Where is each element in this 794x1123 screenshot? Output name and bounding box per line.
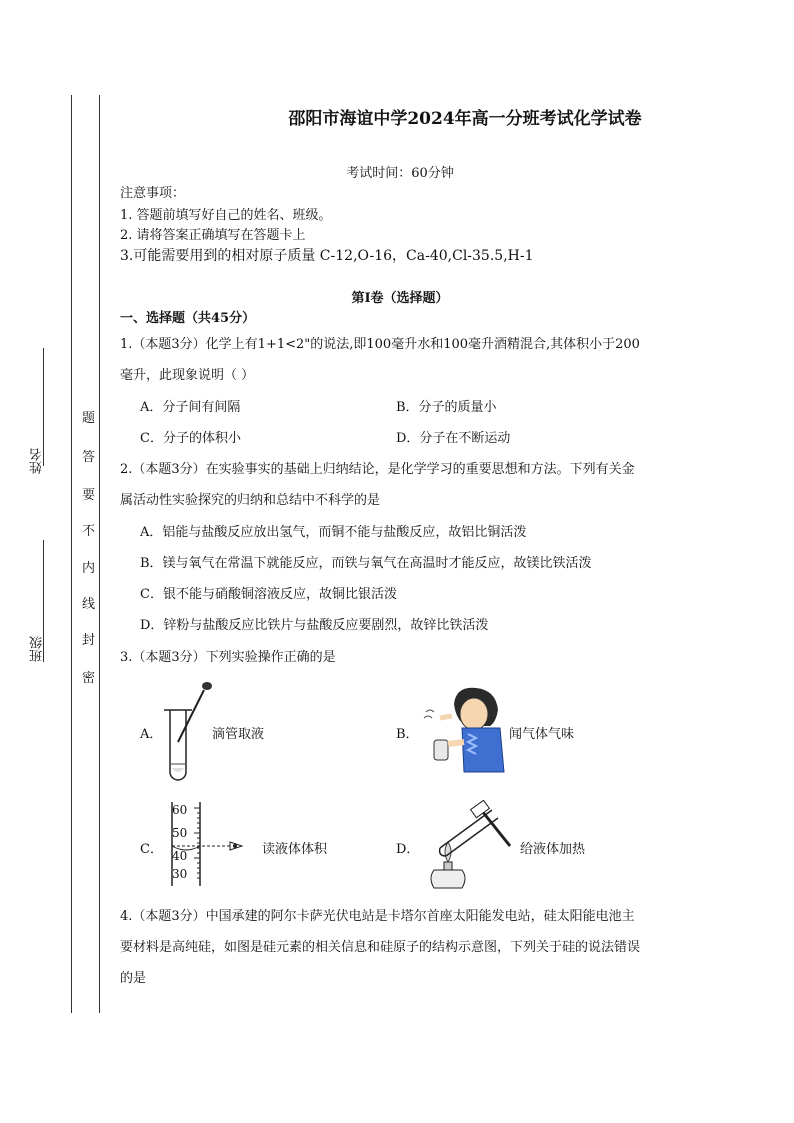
q4-stem-line2: 要材料是高纯硅，如图是硅元素的相关信息和硅原子的结构示意图，下列关于硅的说法错误: [120, 940, 641, 955]
q3-option-b-text: 闻气体气味: [509, 727, 575, 742]
notice-item-3: 3.可能需要用到的相对原子质量 C-12,O-16，Ca-40,Cl-35.5,H-1: [120, 248, 534, 264]
q3-option-c-letter: C．: [140, 842, 163, 857]
q3-option-d-letter: D．: [396, 842, 420, 857]
q3-stem: 3.（本题3分）下列实验操作正确的是: [120, 650, 336, 665]
notice-heading: 注意事项：: [120, 186, 186, 201]
cylinder-tick-40: 40: [172, 849, 188, 863]
q3-option-d-text: 给液体加热: [520, 842, 586, 857]
q2-stem-line2: 属活动性实验探究的归纳和总结中不科学的是: [120, 493, 381, 508]
q1-option-c: C．分子的体积小: [140, 431, 241, 446]
margin-line-outer: [71, 95, 72, 1013]
seal-char-5: 内: [82, 561, 96, 576]
q1-option-d: D．分子在不断运动: [396, 431, 511, 446]
dropper-testtube-figure: [160, 680, 220, 782]
seal-char-7: 封: [82, 633, 96, 648]
cylinder-tick-60: 60: [172, 803, 188, 817]
notice-item-1: 1. 答题前填写好自己的姓名、班级。: [120, 208, 332, 223]
seal-char-6: 线: [82, 597, 96, 612]
q2-option-d: D．锌粉与盐酸反应比铁片与盐酸反应要剧烈，故锌比铁活泼: [140, 618, 489, 633]
seal-char-4: 不: [82, 524, 96, 539]
q4-stem-line1: 4.（本题3分）中国承建的阿尔卡萨光伏电站是卡塔尔首座太阳能发电站，硅太阳能电池主: [120, 909, 635, 924]
margin-line-inner: [99, 95, 100, 1013]
seal-char-1: 题: [82, 411, 96, 426]
q3-option-a-text: 滴管取液: [212, 727, 265, 742]
seal-char-3: 要: [82, 488, 96, 503]
q2-option-a: A．铝能与盐酸反应放出氢气，而铜不能与盐酸反应，故铝比铜活泼: [140, 525, 527, 540]
q2-stem-line1: 2.（本题3分）在实验事实的基础上归纳结论，是化学学习的重要思想和方法。下列有关金: [120, 462, 635, 477]
page-title: 邵阳市海谊中学2024年高一分班考试化学试卷: [288, 109, 642, 129]
q1-stem-line1: 1.（本题3分）化学上有1+1<2"的说法,即100毫升水和100毫升酒精混合,其体积小于200: [120, 337, 640, 352]
name-label: 姓名: [30, 448, 45, 474]
q1-stem-line2: 毫升，此现象说明（ ）: [120, 368, 255, 383]
q1-option-b: B．分子的质量小: [396, 400, 497, 415]
smelling-gas-figure: [420, 682, 506, 774]
seal-char-2: 答: [82, 450, 96, 465]
section-heading: 一、选择题（共45分）: [120, 311, 256, 326]
exam-time: 考试时间：60分钟: [346, 166, 454, 181]
q3-option-b-letter: B．: [396, 727, 419, 742]
volume-title: 第Ⅰ卷（选择题）: [351, 291, 449, 306]
heating-liquid-figure: [418, 800, 514, 896]
q4-stem-line3: 的是: [120, 971, 147, 986]
q2-option-b: B．镁与氧气在常温下就能反应，而铁与氧气在高温时才能反应，故镁比铁活泼: [140, 556, 592, 571]
cylinder-tick-30: 30: [172, 867, 188, 881]
q2-option-c: C．银不能与硝酸铜溶液反应，故铜比银活泼: [140, 587, 397, 602]
seal-char-8: 密: [82, 671, 96, 686]
q3-option-c-text: 读液体体积: [262, 842, 328, 857]
notice-item-2: 2. 请将答案正确填写在答题卡上: [120, 228, 306, 243]
q3-option-a-letter: A．: [140, 727, 163, 742]
cylinder-tick-50: 50: [172, 826, 188, 840]
class-label: 班级: [30, 636, 45, 662]
q1-option-a: A．分子间有间隔: [140, 400, 241, 415]
